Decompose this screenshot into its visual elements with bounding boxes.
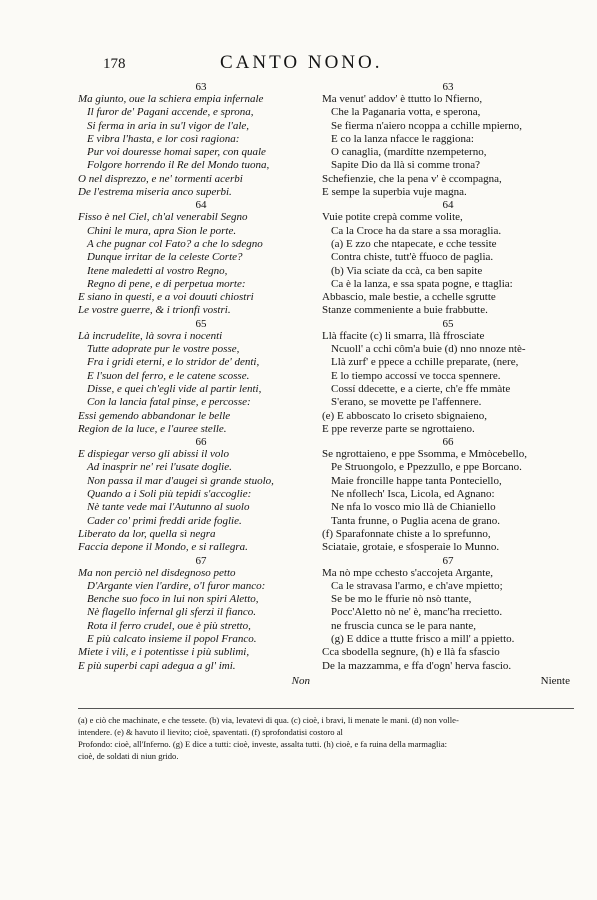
stanza-number: 66 <box>442 436 454 449</box>
verse-line: Cader co' primi freddi aride foglie. <box>87 514 242 527</box>
verse-line: Cca sbodella segnure, (h) e llà fa sfascio <box>322 646 500 659</box>
stanza-number: 64 <box>195 199 207 212</box>
verse-line: Pur voi douresse homai saper, con quale <box>87 146 266 159</box>
verse-line: Che la Paganaria votta, e sperona, <box>331 106 481 119</box>
verse-line: Tutte adoprate pur le vostre posse, <box>87 343 240 356</box>
stanza <box>322 319 574 436</box>
verse-line: E più calcato insieme il popol Franco. <box>87 632 257 645</box>
verse-line: (a) E zzo che ntapecate, e cche tessite <box>331 237 497 250</box>
verse-line: Si ferma in aria in su'l vigor de l'ale, <box>87 119 250 132</box>
verse-line: E ppe reverze parte se ngrottaieno. <box>322 422 475 435</box>
verse-line: E siano in questi, e a voi douuti chiostri <box>78 291 254 304</box>
verse-line: Schefienzie, che la pena v' è ccompagna, <box>322 172 502 185</box>
verse-line: Ma giunto, oue la schiera empia infernale <box>78 93 264 105</box>
verse-line: Region de la luce, e l'auree stelle. <box>78 422 227 435</box>
stanza-number: 65 <box>442 317 454 330</box>
verse-line: E l'suon del ferro, e le catene scosse. <box>87 369 250 382</box>
stanza <box>322 82 574 199</box>
verse-line: Ca è la lanza, e ssa spata pogne, e ttaglia: <box>331 277 513 290</box>
verse-line: Con la lancia fatal pinse, e percosse: <box>87 396 251 409</box>
verse-line: Maie froncille happe tanta Ponteciello, <box>331 474 502 487</box>
verse-line: Ma non perciò nel disdegnoso petto <box>78 566 236 579</box>
verse-line: Benche suo foco in lui non spiri Aletto, <box>87 593 259 606</box>
verse-line: E sempe la superbia vuje magna. <box>322 186 467 199</box>
verse-line: Regno di pene, e di perpetua morte: <box>87 277 246 290</box>
stanza-number: 63 <box>195 81 207 93</box>
catchword: Niente <box>540 674 570 687</box>
marginal-notes <box>78 714 578 762</box>
verse-line: E dispiegar verso gli abissi il volo <box>78 448 229 461</box>
verse-line: Pe Struongolo, e Ppezzullo, e ppe Borcano. <box>331 461 522 474</box>
verse-line: O canaglia, (mardítte nzempeterno, <box>331 146 487 159</box>
stanza-number: 63 <box>442 81 454 93</box>
verse-line: Se ngrottaieno, e ppe Ssomma, e Mmòcebello, <box>322 448 527 461</box>
verse-line: (g) E ddice a ttutte frisco a mill' a ppietto. <box>331 632 515 645</box>
verse-line: Abbascio, male bestie, a cchelle sgrutte <box>322 291 496 304</box>
verse-line: E lo tiempo accossí ve tocca spennere. <box>331 369 501 382</box>
verse-line: Folgore horrendo il Re del Mondo tuona, <box>87 159 270 172</box>
verse-line: Ncuoll' a cchi côm'a buie (d) nno nnoze ntè- <box>331 343 526 356</box>
verse-line: E co la lanza nfacce le raggiona: <box>331 132 474 145</box>
stanza-number: 64 <box>442 199 454 212</box>
verse-line: Quando a i Soli più tepidi s'accoglie: <box>87 488 252 501</box>
verse-line: Llà ffacite (c) li smarra, llà ffrosciate <box>322 329 485 342</box>
verse-line: Cossí ddecette, e a cierte, ch'e ffe mmàte <box>331 382 511 395</box>
verse-line: Faccia depone il Mondo, e si rallegra. <box>78 541 248 554</box>
verse-line: Nè tante vede mai l'Autunno al suolo <box>87 501 250 514</box>
verse-line: Ne nfa lo vosco mio llà de Chianiello <box>331 501 496 514</box>
stanza <box>78 200 324 317</box>
stanza <box>322 556 574 673</box>
stanza <box>322 200 574 317</box>
verse-line: S'erano, se movette pe l'affennere. <box>331 396 482 409</box>
verse-line: Sciataie, grotaie, e sfosperaie lo Munno. <box>322 541 500 554</box>
page-number: 178 <box>103 56 126 72</box>
verse-line: D'Argante vien l'ardire, o'l furor manco: <box>87 579 266 592</box>
stanza <box>78 556 324 673</box>
verse-line: Llà zurf' e ppece a cchille preparate, (nere, <box>331 356 519 369</box>
verse-line: E più superbi capi adegua a gl' imi. <box>78 659 236 672</box>
verse-line: Ne nfollech' Isca, Licola, ed Agnano: <box>331 488 495 501</box>
verse-line: Fisso è nel Ciel, ch'al venerabil Segno <box>78 211 248 224</box>
verse-line: De la mazzamma, e ffa d'ogn' herva fascio. <box>322 659 512 672</box>
stanza-number: 66 <box>195 436 207 449</box>
note-line: (a) e ciò che machinate, e che tessete. (b) via, levatevi di qua. (c) cioè, i bravi, li menate le mani. (d) non volle- <box>78 715 459 725</box>
verse-line: Fra i gridi eterni, e lo stridor de' denti, <box>87 356 260 369</box>
verse-line: Disse, e quei ch'egli vide al partir lenti, <box>87 382 262 395</box>
verse-line: Nè flagello infernal gli sferzi il fianco. <box>87 606 256 619</box>
verse-line: Dunque irritar de la celeste Corte? <box>87 251 243 264</box>
catchword: Non <box>291 674 310 687</box>
note-line: Profondo: cioè, all'Inferno. (g) E dice a tutti: cioè, investe, assalta tutti. (h) cioè, e fa ruina della marmaglia: <box>78 739 448 749</box>
verse-line: Tanta frunne, o Puglia acena de grano. <box>331 514 501 527</box>
verse-line: Ca la Croce ha da stare a ssa moraglia. <box>331 224 502 237</box>
stanza <box>78 82 324 199</box>
verse-line: Contra chiste, tutt'è ffuoco de paglia. <box>331 251 494 264</box>
note-line: cioè, de soldati di niun grido. <box>78 751 179 761</box>
stanza <box>78 437 324 554</box>
verse-line: Sapite Dio da llà si comme trona? <box>331 159 481 172</box>
stanza <box>78 319 324 436</box>
verse-line: Ca le stravasa l'armo, e ch'ave mpietto; <box>331 579 503 592</box>
verse-line: (e) E abboscato lo criseto sbignaieno, <box>322 409 487 422</box>
verse-line: Rota il ferro crudel, oue è più stretto, <box>87 619 251 632</box>
verse-line: A che pugnar col Fato? a che lo sdegno <box>87 237 263 250</box>
stanza-number: 67 <box>195 554 207 567</box>
verse-line: Là incrudelite, là sovra i nocenti <box>78 329 223 342</box>
note-line: intendere. (e) & havuto il lievito; cioè, spaventati. (f) sprofondatisi costoro al <box>78 727 343 737</box>
italian-column <box>78 82 324 688</box>
verse-line: (b) Via sciate da ccà, ca ben sapite <box>331 264 483 277</box>
verse-line: Le vostre guerre, & i trionfi vostri. <box>78 304 231 317</box>
verse-line: (f) Sparafonnate chiste a lo sprefunno, <box>322 527 491 540</box>
verse-line: Se be mo le ffurie nò nsò ttante, <box>331 593 472 606</box>
stanza-number: 65 <box>195 317 207 330</box>
verse-line: Essi gemendo abbandonar le belle <box>78 409 231 422</box>
verse-line: Se fierma n'aiero ncoppa a cchille mpierno, <box>331 119 523 132</box>
verse-line: Vuie potite crepà comme volite, <box>322 211 463 224</box>
verse-line: De l'estrema miseria anco superbi. <box>78 186 232 199</box>
verse-line: Chini le mura, apra Sion le porte. <box>87 224 237 237</box>
notes-divider <box>78 708 574 709</box>
verse-line: Pocc'Aletto nò ne' è, manc'ha rrecietto. <box>331 606 503 619</box>
verse-line: Ma nò mpe cchesto s'accojeta Argante, <box>322 566 493 579</box>
verse-line: Itene maledetti al vostro Regno, <box>87 264 228 277</box>
verse-line: Ad inasprir ne' rei l'usate doglie. <box>87 461 232 474</box>
verse-line: Stanze commeniente a buie frabbutte. <box>322 304 488 317</box>
stanza <box>322 437 574 554</box>
verse-line: Non passa il mar d'augei sì grande stuolo, <box>87 474 274 487</box>
verse-line: Il furor de' Pagani accende, e sprona, <box>87 106 254 119</box>
verse-line: E vibra l'hasta, e lor così ragiona: <box>87 132 240 145</box>
verse-line: ne fruscia cunca se le para nante, <box>331 619 477 632</box>
verse-line: Miete i vili, e i potentisse i più sublimi, <box>78 646 250 659</box>
stanza-number: 67 <box>442 554 454 567</box>
neapolitan-column <box>322 82 574 688</box>
verse-line: O nel disprezzo, e ne' tormenti acerbi <box>78 172 243 185</box>
verse-line: Liberato da lor, quella sì negra <box>78 527 216 540</box>
verse-line: Ma venut' addov' è ttutto lo Nfierno, <box>322 93 483 105</box>
running-title: CANTO NONO. <box>220 52 383 73</box>
